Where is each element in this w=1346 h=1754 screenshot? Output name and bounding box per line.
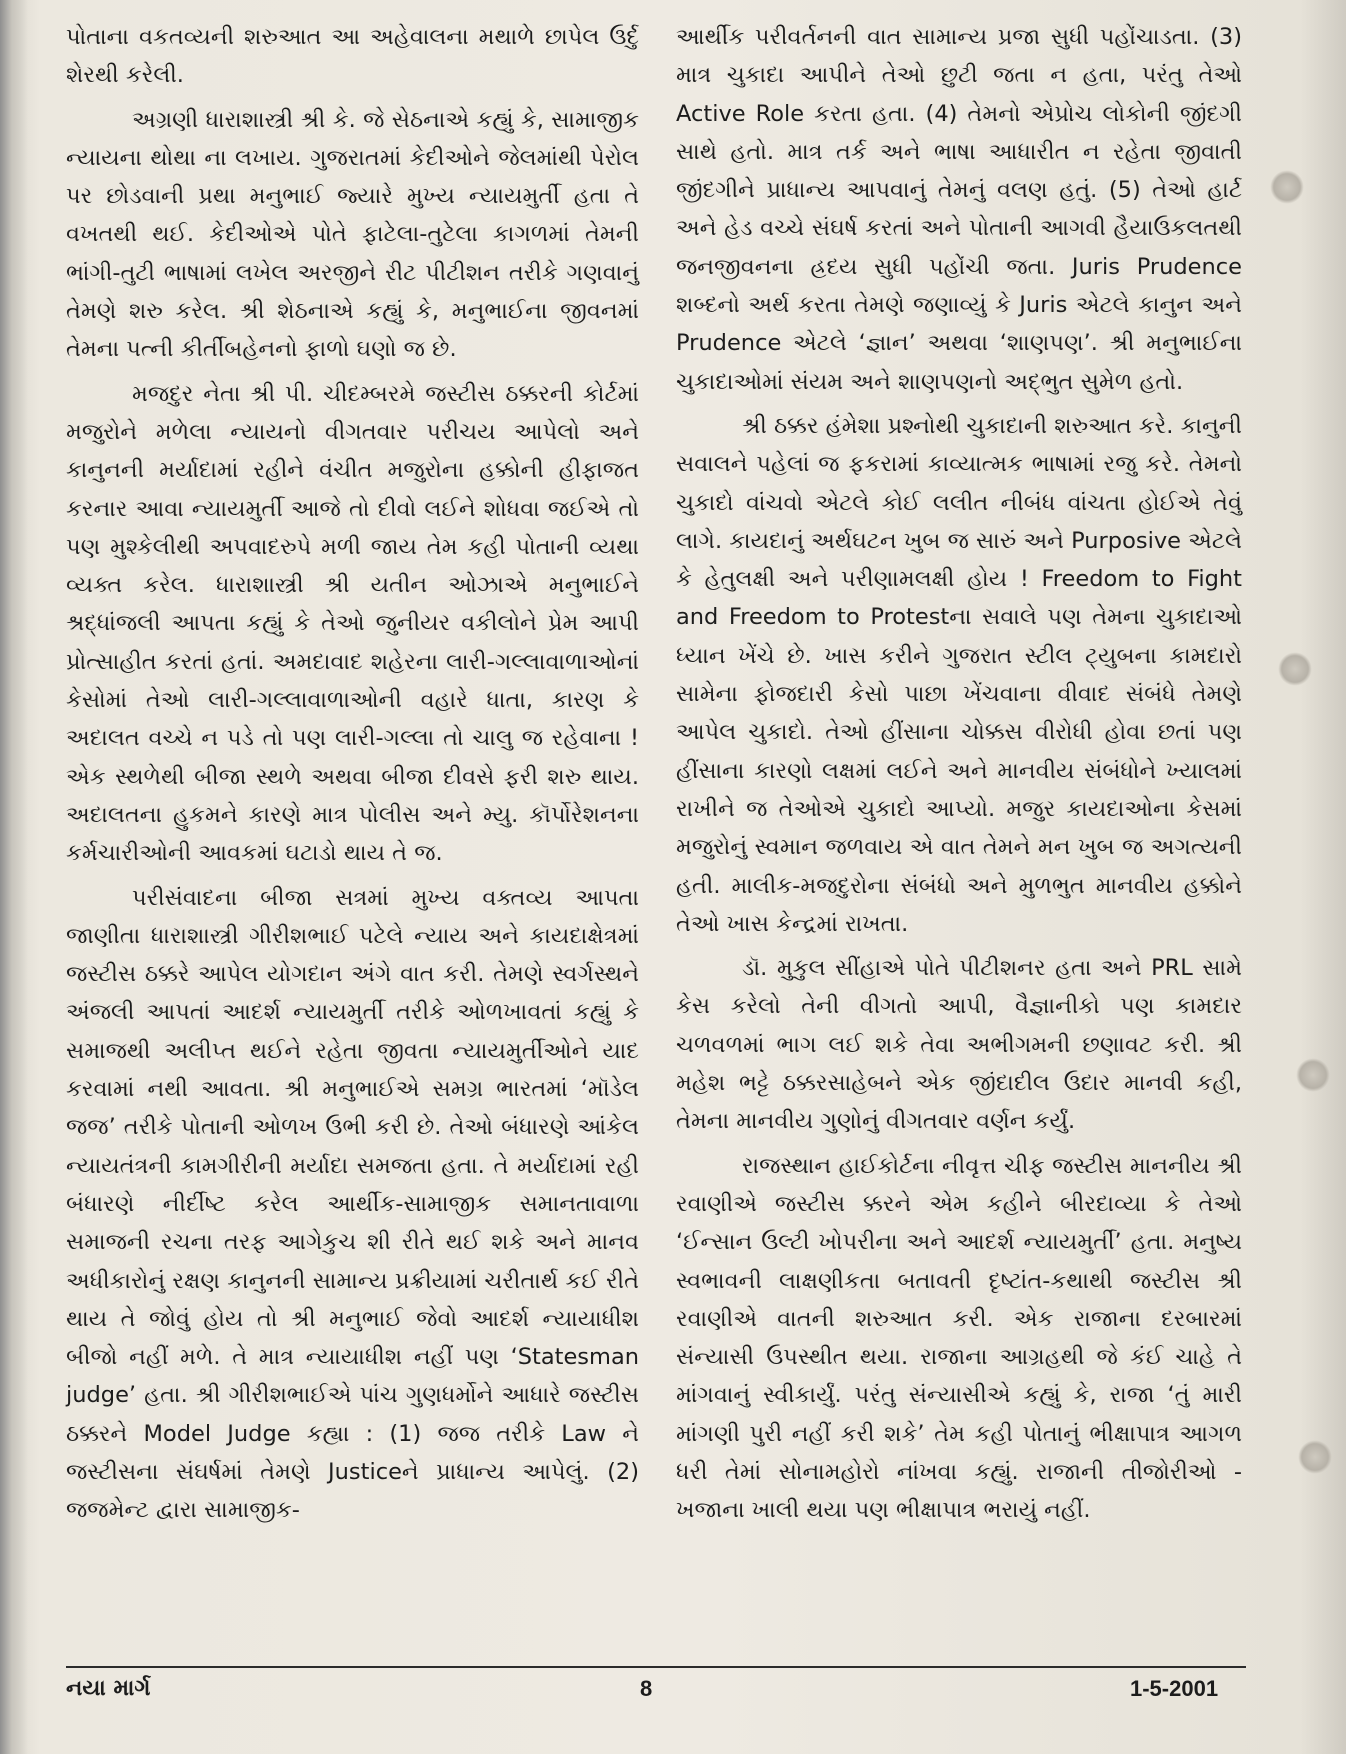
right-text-column: [676, 18, 1242, 1536]
issue-date: 1-5-2001: [1130, 1676, 1219, 1701]
footer-rule: [66, 1666, 1246, 1668]
paragraph: ડૉ. મુકુલ સીંહાએ પોતે પીટીશનર હતા અને PRL સામે કેસ કરેલો તેની વીગતો આપી, વૈજ્ઞાનીકો પણ કામદાર ચળવળમાં ભાગ લઈ શકે તેવા અભીગમની છણાવટ કરી. શ્રી મહેશ ભટ્ટે ઠક્કરસાહેબને એક જીંદાદીલ ઉદાર માનવી કહી, તેમના માનવીય ગુણોનું વીગતવાર વર્ણન કર્યું.: [676, 955, 1242, 1135]
paragraph: શ્રી ઠક્કર હંમેશા પ્રશ્નોથી ચુકાદાની શરુઆત કરે. કાનુની સવાલને પહેલાં જ ફકરામાં કાવ્યાત્મક ભાષામાં રજુ કરે. તેમનો ચુકાદો વાંચવો એટલે કોઈ લલીત નીબંધ વાંચતા હોઈએ તેવું લાગે. કાયદાનું અર્થઘટન ખુબ જ સારું અને Purposive એટલે કે હેતુલક્ષી અને પરીણામલક્ષી હોય ! Freedom to Fight and Freedom to Protestના સવાલે પણ તેમના ચુકાદાઓ ધ્યાન ખેંચે છે. ખાસ કરીને ગુજરાત સ્ટીલ ટ્યુબના કામદારો સામેના ફોજદારી કેસો પાછા ખેંચવાના વીવાદ સંબંધે તેમણે આપેલ ચુકાદો. તેઓ હીંસાના ચોક્કસ વીરોધી હોવા છતાં પણ હીંસાના કારણો લક્ષમાં લઈને અને માનવીય સંબંધોને ખ્યાલમાં રાખીને જ તેઓએ ચુકાદો આપ્યો. મજુર કાયદાઓના કેસમાં મજુરોનું સ્વમાન જળવાય એ વાત તેમને મન ખુબ જ અગત્યની હતી. માલીક-મજદુરોના સંબંધો અને મુળભુત માનવીય હક્કોને તેઓ ખાસ કેન્દ્રમાં રાખતા.: [676, 412, 1242, 937]
paragraph: પોતાના વકતવ્યની શરુઆત આ અહેવાલના મથાળે છાપેલ ઉર્દુ શેરથી કરેલી.: [66, 24, 639, 89]
left-text-column: [66, 18, 639, 1536]
paragraph: પરીસંવાદના બીજા સત્રમાં મુખ્ય વક્તવ્ય આપતા જાણીતા ધારાશાસ્ત્રી ગીરીશભાઈ પટેલે ન્યાય અને કાયદાક્ષેત્રમાં જસ્ટીસ ઠક્કરે આપેલ યોગદાન અંગે વાત કરી. તેમણે સ્વર્ગસ્થને અંજલી આપતાં આદર્શ ન્યાયમુર્તી તરીકે ઓળખાવતાં કહ્યું કે સમાજથી અલીપ્ત થઈને રહેતા જીવતા ન્યાયમુર્તીઓને યાદ કરવામાં નથી આવતા. શ્રી મનુભાઈએ સમગ્ર ભારતમાં ‘મૉડેલ જજ’ તરીકે પોતાની ઓળખ ઉભી કરી છે. તેઓ બંધારણે આંકેલ ન્યાયતંત્રની કામગીરીની મર્યાદા સમજતા હતા. તે મર્યાદામાં રહી બંધારણે નીર્દીષ્ટ કરેલ આર્થીક-સામાજીક સમાનતાવાળા સમાજની રચના તરફ આગેકુચ શી રીતે થઈ શકે અને માનવ અધીકારોનું રક્ષણ કાનુનની સામાન્ય પ્રક્રીયામાં ચરીતાર્થ કઈ રીતે થાય તે જોવું હોય તો શ્રી મનુભાઈ જેવો આદર્શ ન્યાયાધીશ બીજો નહીં મળે. તે માત્ર ન્યાયાધીશ નહીં પણ ‘Statesman judge’ હતા. શ્રી ગીરીશભાઈએ પાંચ ગુણધર્મોને આધારે જસ્ટીસ ઠક્કરને Model Judge કહ્યા : (1) જજ તરીકે Law ને જસ્ટીસના સંઘર્ષમાં તેમણે Justiceને પ્રાધાન્ય આપેલું. (2) જજમેન્ટ દ્વારા સામાજીક-: [66, 884, 639, 1524]
publication-name: નયા માર્ગ: [66, 1676, 151, 1701]
staple-hole: [1298, 1440, 1332, 1474]
staple-hole: [1296, 1058, 1330, 1092]
paragraph: મજદુર નેતા શ્રી પી. ચીદમ્બરમે જસ્ટીસ ઠક્કરની કોર્ટમાં મજુરોને મળેલા ન્યાયનો વીગતવાર પરીચય આપેલો અને કાનુનની મર્યાદામાં રહીને વંચીત મજુરોના હક્કોની હીફાજત કરનાર આવા ન્યાયમુર્તી આજે તો દીવો લઈને શોધવા જઈએ તો પણ મુશ્કેલીથી અપવાદરુપે મળી જાય તેમ કહી પોતાની વ્યથા વ્યક્ત કરેલ. ધારાશાસ્ત્રી શ્રી યતીન ઓઝાએ મનુભાઈને શ્રદ્ધાંજલી આપતા કહ્યું કે તેઓ જુનીયર વકીલોને પ્રેમ આપી પ્રોત્સાહીત કરતાં હતાં. અમદાવાદ શહેરના લારી-ગલ્લાવાળાઓનાં કેસોમાં તેઓ લારી-ગલ્લાવાળાઓની વહારે ધાતા, કારણ કે અદાલત વચ્ચે ન પડે તો પણ લારી-ગલ્લા તો ચાલુ જ રહેવાના ! એક સ્થળેથી બીજા સ્થળે અથવા બીજા દીવસે ફરી શરુ થાય. અદાલતના હુકમને કારણે માત્ર પોલીસ અને મ્યુ. કૉર્પોરેશનના કર્મચારીઓની આવકમાં ઘટાડો થાય તે જ.: [66, 380, 639, 867]
paragraph: આર્થીક પરીવર્તનની વાત સામાન્ય પ્રજા સુધી પહોંચાડતા. (3) માત્ર ચુકાદા આપીને તેઓ છુટી જતા ન હતા, પરંતુ તેઓ Active Role કરતા હતા. (4) તેમનો એપ્રોચ લોકોની જીંદગી સાથે હતો. માત્ર તર્ક અને ભાષા આધારીત ન રહેતા જીવાતી જીંદગીને પ્રાધાન્ય આપવાનું તેમનું વલણ હતું. (5) તેઓ હાર્ટ અને હેડ વચ્ચે સંઘર્ષ કરતાં અને પોતાની આગવી હૈયાઉકલતથી જનજીવનના હ્રદય સુધી પહોંચી જતા. Juris Prudence શબ્દનો અર્થ કરતા તેમણે જણાવ્યું કે Juris એટલે કાનુન અને Prudence એટલે ‘જ્ઞાન’ અથવા ‘શાણપણ’. શ્રી મનુભાઈના ચુકાદાઓમાં સંયમ અને શાણપણનો અદ્ભુત સુમેળ હતો.: [676, 24, 1242, 395]
page-number: 8: [640, 1676, 653, 1701]
staple-hole: [1270, 170, 1304, 204]
paragraph: રાજસ્થાન હાઈકોર્ટના નીવૃત્ત ચીફ જસ્ટીસ માનનીય શ્રી રવાણીએ જસ્ટીસ ક્કરને એમ કહીને બીરદાવ્યા કે તેઓ ‘ઈન્સાન ઉલ્ટી ખોપરીના અને આદર્શ ન્યાયમુર્તી’ હતા. મનુષ્ય સ્વભાવની લાક્ષણીકતા બતાવતી દૃષ્ટાંત-કથાથી જસ્ટીસ શ્રી રવાણીએ વાતની શરુઆત કરી. એક રાજાના દરબારમાં સંન્યાસી ઉપસ્થીત થયા. રાજાના આગ્રહથી જે કંઈ ચાહે તે માંગવાનું સ્વીકાર્યું. પરંતુ સંન્યાસીએ કહ્યું કે, રાજા ‘તું મારી માંગણી પુરી નહીં કરી શકે’ તેમ કહી પોતાનું ભીક્ષાપાત્ર આગળ ધરી તેમાં સોનામહોરો નાંખવા કહ્યું. રાજાની તીજોરીઓ - ખજાના ખાલી થયા પણ ભીક્ષાપાત્ર ભરાયું નહીં.: [676, 1152, 1242, 1524]
binding-shadow: [0, 0, 28, 1754]
staple-hole: [1278, 652, 1312, 686]
paragraph: અગ્રણી ધારાશાસ્ત્રી શ્રી કે. જે સેઠનાએ કહ્યું કે, સામાજીક ન્યાયના થોથા ના લખાય. ગુજરાતમાં કેદીઓને જેલમાંથી પેરોલ પર છોડવાની પ્રથા મનુભાઈ જ્યારે મુખ્ય ન્યાયમુર્તી હતા તે વખતથી થઈ. કેદીઓએ પોતે ફાટેલા-તુટેલા કાગળમાં તેમની ભાંગી-તુટી ભાષામાં લખેલ અરજીને રીટ પીટીશન તરીકે ગણવાનું તેમણે શરુ કરેલ. શ્રી શેઠનાએ કહ્યું કે, મનુભાઈના જીવનમાં તેમના પત્ની કીર્તીબહેનનો ફાળો ઘણો જ છે.: [66, 106, 639, 363]
